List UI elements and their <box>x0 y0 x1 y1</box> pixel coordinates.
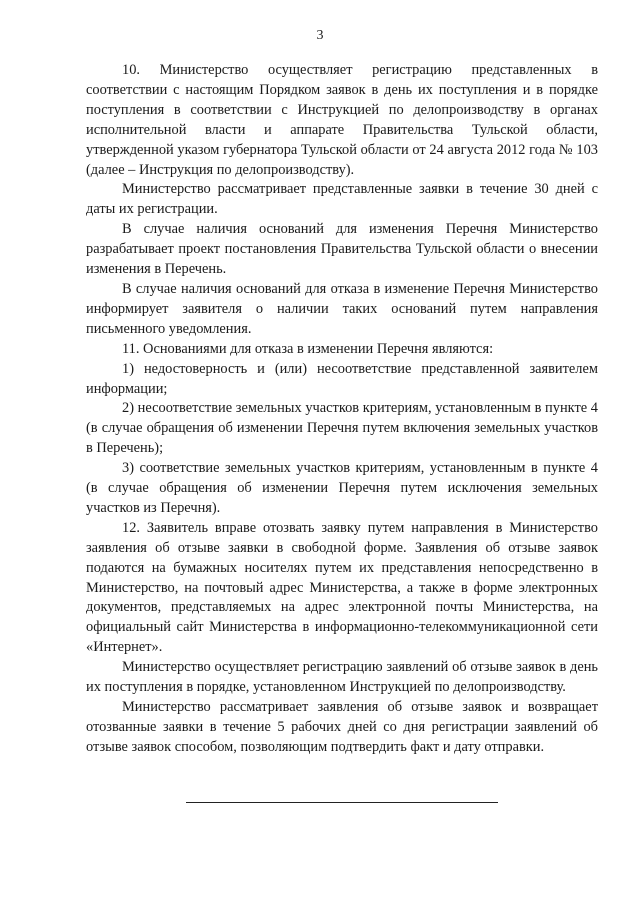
paragraph-12-withdrawal: 12. Заявитель вправе отозвать заявку путем направления в Министерство заявления об отзыве заявки в свободной форме. Заявления об отзыве заявок подаются на бумажных носителях путем их представления непосредственно в Министерство, на почтовый адрес Министерства, а также в форме электронных документов, представляемых на адрес электронной почты Министерства, на официальный сайт Министерства в информационно-телекоммуникационной сети «Интернет». <box>86 519 598 656</box>
document-body <box>86 61 598 758</box>
paragraph-10-registration: 10. Министерство осуществляет регистрацию представленных в соответствии с настоящим Порядком заявок в день их поступления и в порядке поступления в соответствии с Инструкцией по делопроизводству в органах исполнительной власти и аппарате Правительства Тульской области, утвержденной указом губернатора Тульской области от 24 августа 2012 года № 103 (далее – Инструкция по делопроизводству). <box>86 62 598 178</box>
paragraph-11-refusal-grounds: 11. Основаниями для отказа в изменении Перечня являются: <box>122 340 494 357</box>
end-separator-line <box>186 802 498 803</box>
paragraph-withdrawal-review: Министерство рассматривает заявления об отзыве заявок и возвращает отозванные заявки в течение 5 рабочих дней со дня регистрации заявлений об отзыве заявок способом, позволяющим подтвердить факт и дату отправки. <box>86 699 598 755</box>
list-item-3: 3) соответствие земельных участков критериям, установленным в пункте 4 (в случае обращения об изменении Перечня путем исключения земельных участков из Перечня). <box>86 460 598 516</box>
paragraph-change-grounds: В случае наличия оснований для изменения Перечня Министерство разрабатывает проект постановления Правительства Тульской области о внесении изменения в Перечень. <box>86 221 598 278</box>
paragraph-refusal-notice: В случае наличия оснований для отказа в изменение Перечня Министерство информирует заявителя о наличии таких оснований путем направления письменного уведомления. <box>86 280 598 337</box>
paragraph-withdrawal-registration: Министерство осуществляет регистрацию заявлений об отзыве заявок в день их поступления в порядке, установленном Инструкцией по делопроизводству. <box>86 659 598 696</box>
list-item-2: 2) несоответствие земельных участков критериям, установленным в пункте 4 (в случае обращения об изменении Перечня путем включения земельных участков в Перечень); <box>86 400 598 457</box>
list-item-1: 1) недостоверность и (или) несоответствие представленной заявителем информации; <box>86 360 598 397</box>
paragraph-review-term: Министерство рассматривает представленные заявки в течение 30 дней с даты их регистрации. <box>86 181 598 218</box>
page-number: 3 <box>316 28 324 43</box>
